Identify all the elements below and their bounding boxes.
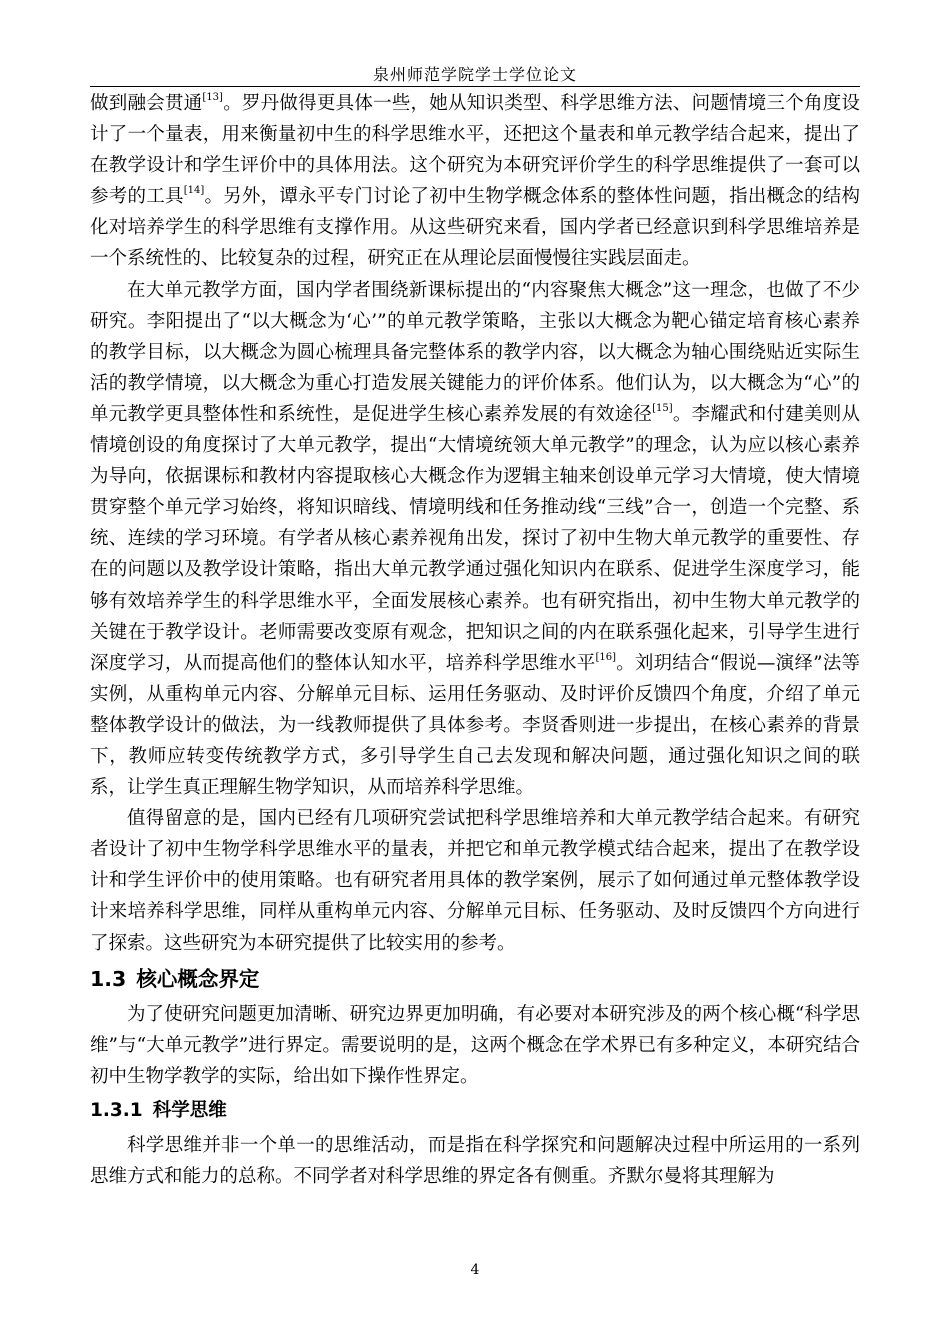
section-title: 核心概念界定 (136, 966, 260, 991)
paragraph-1 (90, 88, 860, 275)
paragraph-2 (90, 275, 860, 804)
citation: [16] (595, 651, 616, 663)
section-heading-1-3-1 (90, 1092, 860, 1130)
paragraph-text: 在大单元教学方面，国内学者围绕新课标提出的“内容聚焦大概念”这一理念，也做了不少研究。李阳提出了“以大概念为‘心’”的单元教学策略，主张以大概念为靶心锚定培育核心素养的教学目标，以大概念为圆心梳理具备完整体系的教学内容，以大概念为轴心围绕贴近实际生活的教学情境，以大概念为重心打造发展关键能力的评价体系。他们认为，以大概念为“心”的单元教学更具整体性和系统性，是促进学生核心素养发展的有效途径 (90, 279, 860, 425)
citation: [15] (652, 402, 673, 414)
page-number: 4 (470, 1262, 480, 1278)
section-title: 科学思维 (152, 1099, 227, 1121)
paragraph-text: 。另外，谭永平专门讨论了初中生物学概念体系的整体性问题，指出概念的结构化对培养学生的科学思维有支撑作用。从这些研究来看，国内学者已经意识到科学思维培养是一个系统性的、比较复杂的过程，研究正在从理论层面慢慢往实践层面走。 (90, 186, 860, 270)
paragraph-text: 。刘玥结合“假说—演绎”法等实例，从重构单元内容、分解单元目标、运用任务驱动、及时评价反馈四个角度，介绍了单元整体教学设计的做法，为一线教师提供了具体参考。李贤香则进一步提出，在核心素养的背景下，教师应转变传统教学方式，多引导学生自己去发现和解决问题，通过强化知识之间的联系，让学生真正理解生物学知识，从而培养科学思维。 (90, 652, 860, 799)
section-heading-1-3 (90, 959, 860, 999)
paragraph-text: 。李耀武和付建美则从情境创设的角度探讨了大单元教学，提出“大情境统领大单元教学”的理念，认为应以核心素养为导向，依据课标和教材内容提取核心大概念作为逻辑主轴来创设单元学习大情境，使大情境贯穿整个单元学习始终，将知识暗线、情境明线和任务推动线“三线”合一，创造一个完整、系统、连续的学习环境。有学者从核心素养视角出发，探讨了初中生物大单元教学的重要性、存在的问题以及教学设计策略，指出大单元教学通过强化知识内在联系、促进学生深度学习，能够有效培养学生的科学思维水平，全面发展核心素养。也有研究指出，初中生物大单元教学的关键在于教学设计。老师需要改变原有观念，把知识之间的内在联系强化起来，引导学生进行深度学习，从而提高他们的整体认知水平，培养科学思维水平 (90, 403, 860, 674)
paragraph-3: 值得留意的是，国内已经有几项研究尝试把科学思维培养和大单元教学结合起来。有研究者设计了初中生物学科学思维水平的量表，并把它和单元教学模式结合起来，提出了在教学设计和学生评价中的使用策略。也有研究者用具体的教学案例，展示了如何通过单元整体教学设计来培养科学思维，同样从重构单元内容、分解单元目标、任务驱动、及时反馈四个方向进行了探索。这些研究为本研究提供了比较实用的参考。 (90, 808, 860, 954)
paragraph-text: 。罗丹做得更具体一些，她从知识类型、科学思维方法、问题情境三个角度设计了一个量表，用来衡量初中生的科学思维水平，还把这个量表和单元教学结合起来，提出了在教学设计和学生评价中的具体用法。这个研究为本研究评价学生的科学思维提供了一套可以参考的工具 (90, 93, 860, 208)
paragraph-4: 为了使研究问题更加清晰、研究边界更加明确，有必要对本研究涉及的两个核心概“科学思维”与“大单元教学”进行界定。需要说明的是，这两个概念在学术界已有多种定义，本研究结合初中生物学教学的实际，给出如下操作性界定。 (90, 1003, 860, 1087)
paragraph-text: 做到融会贯通 (90, 93, 203, 114)
running-header: 泉州师范学院学士学位论文 (372, 65, 577, 84)
citation: [14] (183, 185, 205, 197)
paragraph-5: 科学思维并非一个单一的思维活动，而是指在科学探究和问题解决过程中所运用的一系列思维方式和能力的总称。不同学者对科学思维的界定各有侧重。齐默尔曼将其理解为 (90, 1134, 860, 1187)
section-number: 1.3 (90, 966, 127, 991)
page-body (90, 88, 860, 1192)
citation: [13] (202, 91, 223, 103)
header-rule (90, 86, 860, 87)
section-number: 1.3.1 (90, 1099, 143, 1121)
